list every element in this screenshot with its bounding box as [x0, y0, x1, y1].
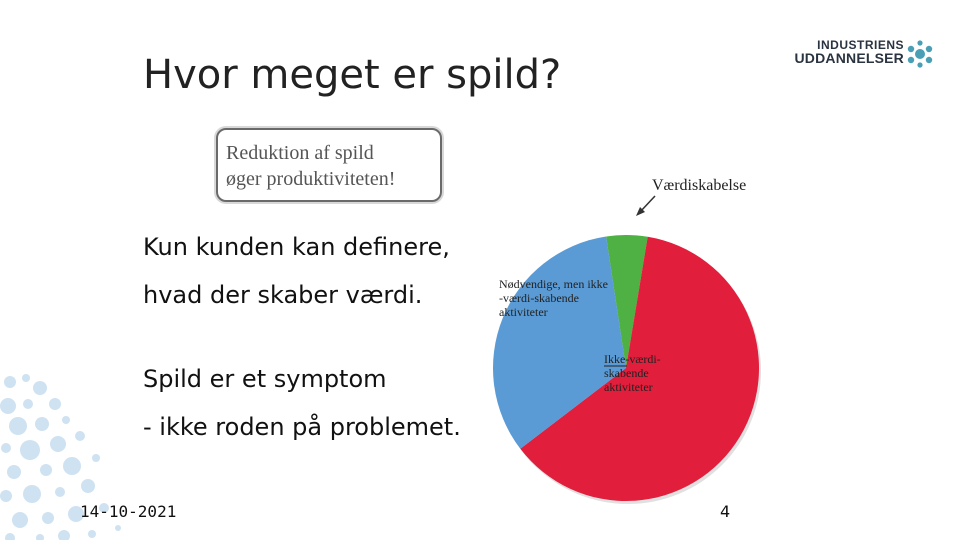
pie-label-vaerdiskabelse: Værdiskabelse	[652, 177, 747, 194]
logo-mark-icon	[904, 39, 936, 69]
body-text-line-1: Kun kunden kan definere,	[143, 233, 450, 261]
pie-label-ikke-vaerdiskabende: Ikke-værdi-skabende aktiviteter	[604, 352, 661, 394]
slide-title: Hvor meget er spild?	[143, 52, 562, 98]
company-logo	[794, 35, 938, 71]
slide-page-number: 4	[720, 502, 731, 521]
body-text-line-3: Spild er et symptom	[143, 365, 387, 393]
body-text-line-4: - ikke roden på problemet.	[143, 413, 461, 441]
pie-label-noedvendige: Nødvendige, men ikke -værdi-skabende aktiviteter	[499, 277, 608, 319]
body-text-line-2: hvad der skaber værdi.	[143, 281, 423, 309]
logo-text-line-1: INDUSTRIENS	[817, 38, 904, 52]
logo-text-line-2: UDDANNELSER	[794, 50, 904, 66]
slide-date: 14-10-2021	[80, 502, 177, 521]
callout-line-2: øger produktiviteten!	[226, 168, 396, 190]
callout-line-1: Reduktion af spild	[226, 142, 374, 164]
